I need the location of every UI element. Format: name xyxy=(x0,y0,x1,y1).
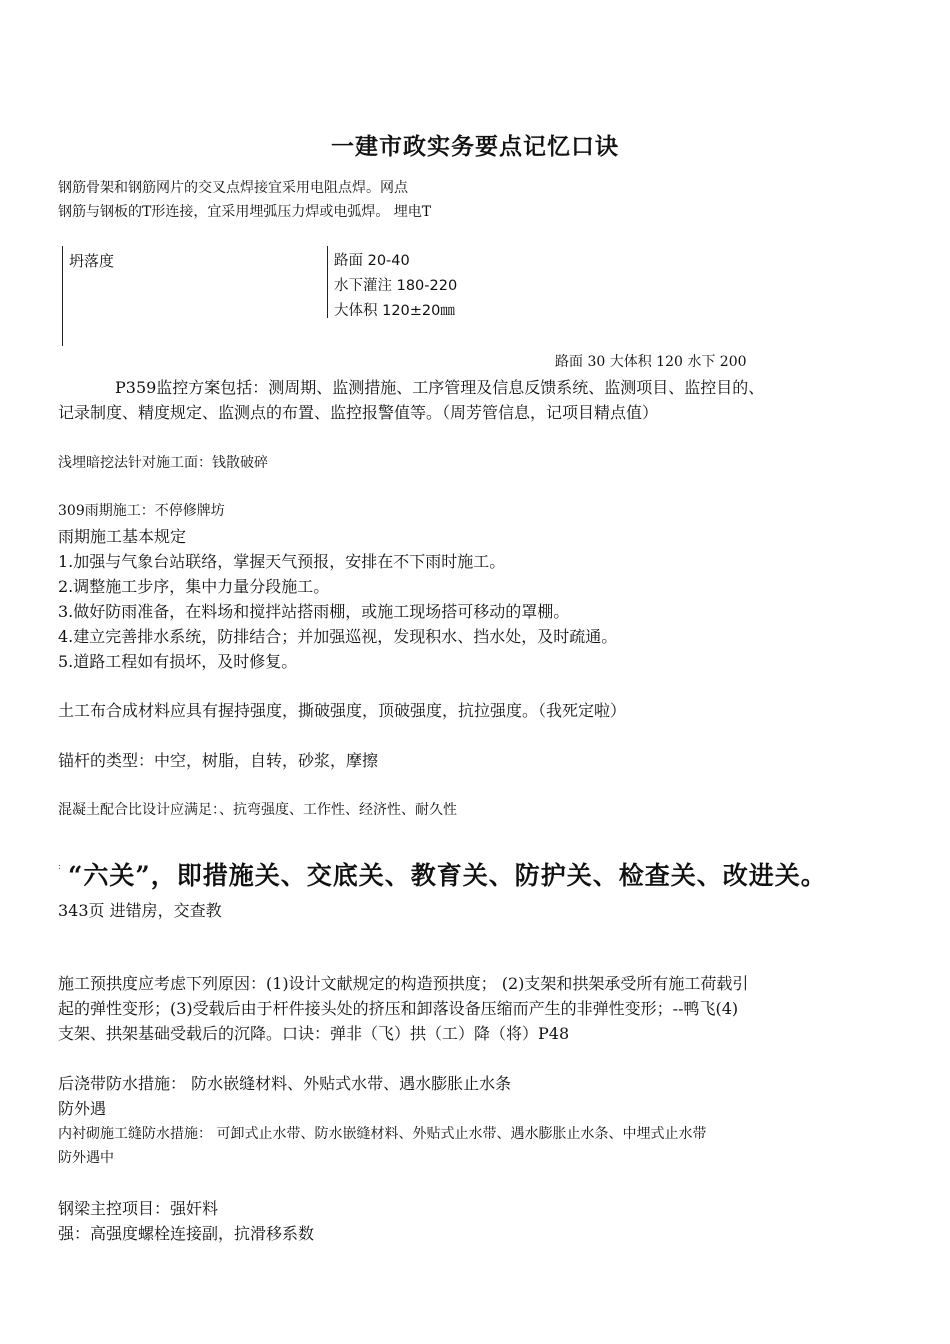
rainy-subheading: 雨期施工基本规定 xyxy=(58,527,187,546)
slump-value-road: 路面 20-40 xyxy=(334,253,410,269)
post-pour-mnemonic: 防外遇 xyxy=(58,1099,107,1118)
anchor-note: 锚杆的类型：中空，树脂，自转，砂浆，摩擦 xyxy=(58,751,379,770)
rainy-item: 1.加强与气象台站联络，掌握天气预报，安排在不下雨时施工。 xyxy=(58,552,506,571)
six-gates-heading: “六关”，即措施关、交底关、教育关、防护关、检查关、改进关。 xyxy=(68,861,827,890)
concrete-mix-note: 混凝土配合比设计应满足：、抗弯强度、工作性、经济性、耐久性 xyxy=(58,802,457,818)
margin-mark: : xyxy=(58,862,62,872)
page343-note: 343页 进错房，交查教 xyxy=(58,901,222,920)
page-title: 一建市政实务要点记忆口诀 xyxy=(331,134,619,160)
monitoring-line-1: P359监控方案包括：测周期、监测措施、工序管理及信息反馈系统、监测项目、监控目的、 xyxy=(115,378,765,397)
weld-line-1: 钢筋骨架和钢筋网片的交叉点焊接宜采用电阻点焊。网点 xyxy=(58,180,408,196)
table-left-border xyxy=(62,246,63,346)
slump-table xyxy=(62,246,517,346)
table-divider xyxy=(327,246,328,318)
rainy-heading: 309雨期施工：不停修牌坊 xyxy=(58,503,225,519)
camber-line-1: 施工预拱度应考虑下列原因：(1)设计文献规定的构造预拱度； (2)支架和拱架承受所有施工荷载引 xyxy=(58,974,749,993)
slump-value-underwater: 水下灌注 180-220 xyxy=(334,278,458,294)
shallow-tunnel-note: 浅埋暗挖法针对施工面：钱散破碎 xyxy=(58,455,268,471)
rainy-item: 2.调整施工步序，集中力量分段施工。 xyxy=(58,577,330,596)
steel-beam-detail: 强：高强度螺栓连接副，抗滑移系数 xyxy=(58,1224,315,1243)
monitoring-line-2: 记录制度、精度规定、监测点的布置、监控报警值等。（周芳管信息，记项目精点值） xyxy=(58,403,659,422)
rainy-item: 5.道路工程如有损坏，及时修复。 xyxy=(58,652,298,671)
camber-line-3: 支架、拱架基础受载后的沉降。口诀：弹非（飞）拱（工）降（将）P48 xyxy=(58,1024,570,1043)
rainy-item: 4.建立完善排水系统，防排结合；并加强巡视，发现积水、挡水处，及时疏通。 xyxy=(58,627,618,646)
camber-line-2: 起的弹性变形；(3)受载后由于杆件接头处的挤压和卸落设备压缩而产生的非弹性变形；--鸭飞(4) xyxy=(58,999,739,1018)
slump-value-mass: 大体积 120±20㎜ xyxy=(334,303,455,319)
lining-note: 内衬砌施工缝防水措施： 可卸式止水带、防水嵌缝材料、外贴式止水带、遇水膨胀止水条、中埋式止水带 xyxy=(58,1126,707,1142)
geotextile-note: 土工布合成材料应具有握持强度，撕破强度，顶破强度，抗拉强度。（我死定啦） xyxy=(58,701,627,720)
rainy-item: 3.做好防雨准备，在料场和搅拌站搭雨棚，或施工现场搭可移动的罩棚。 xyxy=(58,602,570,621)
slump-label: 坍落度 xyxy=(69,252,115,270)
weld-line-2: 钢筋与钢板的T形连接，宜采用埋弧压力焊或电弧焊。 埋电T xyxy=(58,204,432,220)
lining-mnemonic: 防外遇中 xyxy=(58,1150,114,1166)
slump-mnemonic: 路面 30 大体积 120 水下 200 xyxy=(555,354,747,370)
steel-beam-note: 钢梁主控项目：强奸料 xyxy=(58,1199,219,1218)
post-pour-note: 后浇带防水措施： 防水嵌缝材料、外贴式水带、遇水膨胀止水条 xyxy=(58,1074,512,1093)
slump-values xyxy=(334,249,457,324)
